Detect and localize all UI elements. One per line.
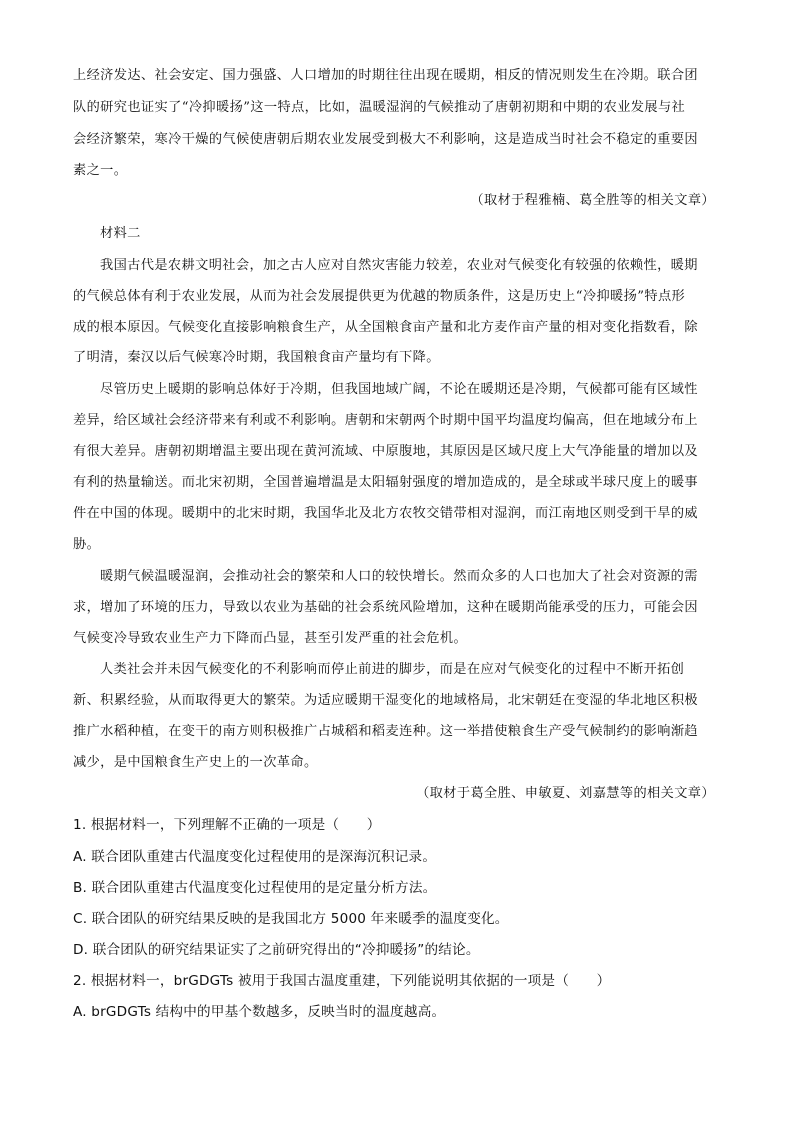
- material-two-line: 有很大差异。唐朝初期增温主要出现在黄河流域、中原腹地，其原因是区域尺度上大气净能量的增加以及: [73, 444, 699, 459]
- question-2-stem: 2. 根据材料一，brGDGTs 被用于我国古温度重建，下列能说明其依据的一项是（ ）: [73, 973, 611, 989]
- material-two-line: 有利的热量输送。而北宋初期，全国普遍增温是太阳辐射强度的增加造成的，是全球或半球尺度上的暖事: [73, 475, 699, 490]
- material-one-source: （取材于程雅楠、葛全胜等的相关文章）: [470, 193, 715, 208]
- question-1-option-a: A. 联合团队重建古代温度变化过程使用的是深海沉积记录。: [73, 849, 437, 865]
- question-1-option-d: D. 联合团队的研究结果证实了之前研究得出的“冷抑暖扬”的结论。: [73, 942, 480, 958]
- material-two-line: 成的根本原因。气候变化直接影响粮食生产，从全国粮食亩产量和北方麦作亩产量的相对变化指数看，除: [73, 320, 699, 335]
- material-two-line: 减少，是中国粮食生产史上的一次革命。: [73, 755, 318, 770]
- material-two-line: 暖期气候温暖湿润，会推动社会的繁荣和人口的较快增长。然而众多的人口也加大了社会对资源的需: [100, 569, 698, 584]
- question-1-stem: 1. 根据材料一，下列理解不正确的一项是（ ）: [73, 817, 381, 833]
- material-one-line: 素之一。: [73, 163, 128, 178]
- material-two-line: 我国古代是农耕文明社会，加之古人应对自然灾害能力较差，农业对气候变化有较强的依赖性，暖期: [100, 258, 698, 273]
- material-two-line: 新、积累经验，从而取得更大的繁荣。为适应暖期干湿变化的地域格局，北宋朝廷在变湿的华北地区积极: [73, 693, 699, 708]
- material-two-line: 尽管历史上暖期的影响总体好于冷期，但我国地域广阔，不论在暖期还是冷期，气候都可能有区域性: [100, 382, 698, 397]
- material-two-line: 了明清，秦汉以后气候寒冷时期，我国粮食亩产量均有下降。: [73, 350, 440, 365]
- material-two-line: 差异，给区域社会经济带来有利或不利影响。唐朝和宋朝两个时期中国平均温度均偏高，但在地域分布上: [73, 413, 699, 428]
- material-two-line: 求，增加了环境的压力，导致以农业为基础的社会系统风险增加，这种在暖期尚能承受的压力，可能会因: [73, 600, 699, 615]
- material-two-source: （取材于葛全胜、申敏夏、刘嘉慧等的相关文章）: [416, 786, 715, 801]
- question-1-option-b: B. 联合团队重建古代温度变化过程使用的是定量分析方法。: [73, 880, 437, 896]
- material-one-line: 队的研究也证实了“冷抑暖扬”这一特点，比如，温暖湿润的气候推动了唐朝初期和中期的农业发展与社: [73, 100, 686, 115]
- material-two-line: 的气候总体有利于农业发展，从而为社会发展提供更为优越的物质条件，这是历史上“冷抑暖扬”特点形: [73, 289, 686, 304]
- question-2-option-a: A. brGDGTs 结构中的甲基个数越多，反映当时的温度越高。: [73, 1004, 446, 1020]
- material-two-line: 胁。: [73, 537, 101, 552]
- material-two-line: 件在中国的体现。暖期中的北宋时期，我国华北及北方农牧交错带相对湿润，而江南地区则受到干旱的威: [73, 506, 699, 521]
- material-one-line: 上经济发达、社会安定、国力强盛、人口增加的时期往往出现在暖期，相反的情况则发生在冷期。联合团: [73, 68, 699, 83]
- material-two-line: 人类社会并未因气候变化的不利影响而停止前进的脚步，而是在应对气候变化的过程中不断开拓创: [100, 662, 685, 677]
- material-two-heading: 材料二: [100, 226, 141, 241]
- question-1-option-c: C. 联合团队的研究结果反映的是我国北方 5000 年来暖季的温度变化。: [73, 911, 509, 927]
- material-two-line: 气候变冷导致农业生产力下降而凸显，甚至引发严重的社会危机。: [73, 631, 468, 646]
- material-one-line: 会经济繁荣，寒冷干燥的气候使唐朝后期农业发展受到极大不利影响，这是造成当时社会不稳定的重要因: [73, 132, 699, 147]
- material-two-line: 推广水稻种植，在变干的南方则积极推广占城稻和稻麦连种。这一举措使粮食生产受气候制约的影响渐趋: [73, 724, 699, 739]
